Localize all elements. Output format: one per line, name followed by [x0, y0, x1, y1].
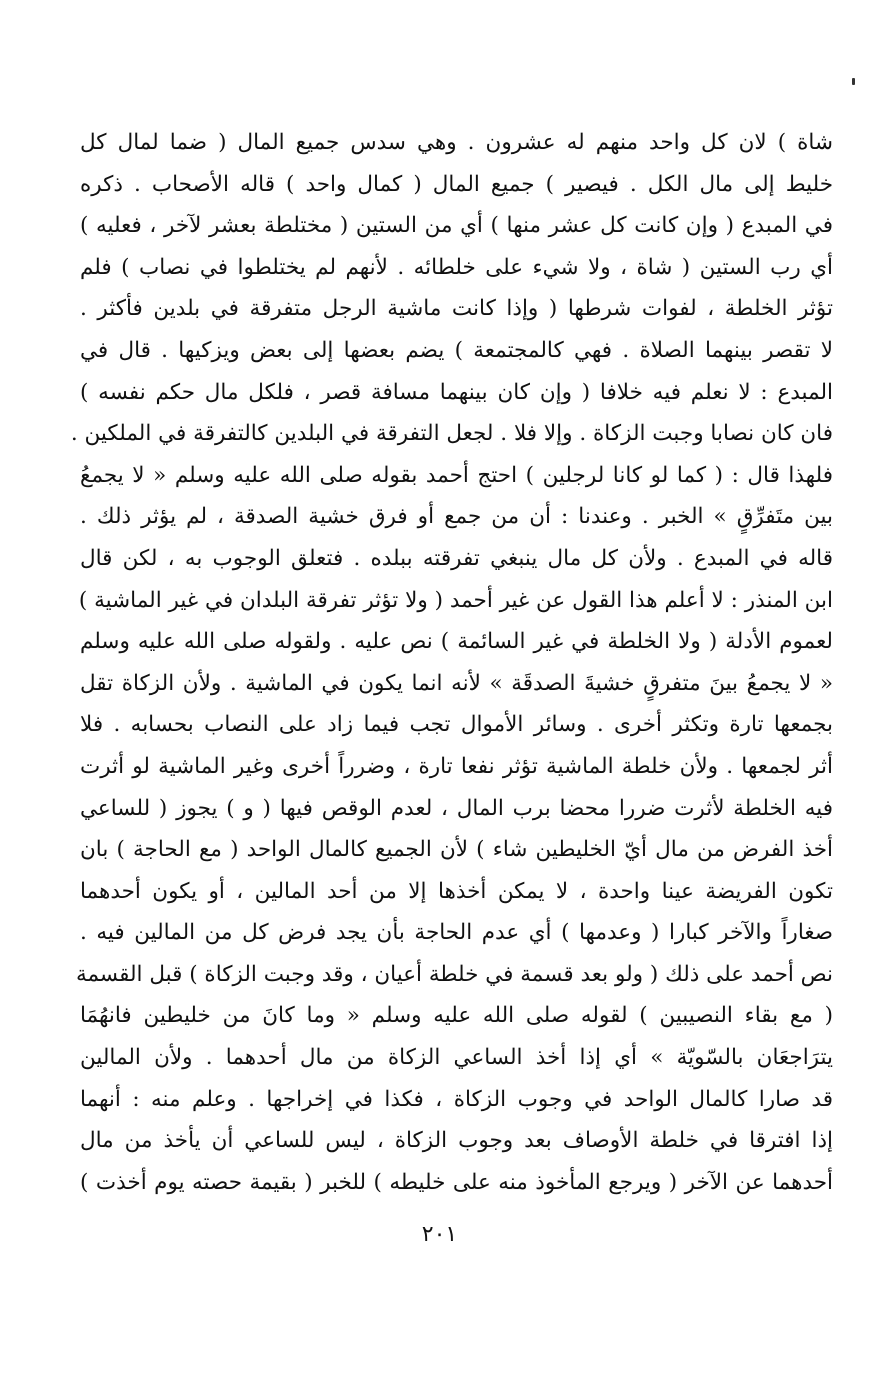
text-line: بين متَفرِّقٍ » الخبر . وعندنا : أن من جمع أو فرق خشية الصدقة ، لم يؤثر ذلك .: [80, 504, 833, 530]
text-line: ابن المنذر : لا أعلم هذا القول عن غير أحمد ( ولا تؤثر تفرقة البلدان في غير الماشية ): [78, 587, 833, 613]
text-line: ( مع بقاء النصيبين ) لقوله صلى الله عليه وسلم « وما كانَ من خليطين فانهُمَا: [80, 1003, 834, 1029]
text-line: فيه الخلطة لأثرت ضررا محضا برب المال ، لعدم الوقص فيها ( و ) يجوز ( للساعي: [80, 795, 833, 821]
text-line: « لا يجمعُ بينَ متفرقٍ خشيةَ الصدقَة » لأنه انما يكون في الماشية . ولأن الزكاة تقل: [80, 670, 833, 696]
text-line: قد صارا كالمال الواحد في وجوب الزكاة ، فكذا في إخراجها . وعلم منه : أنهما: [80, 1086, 833, 1112]
text-line: شاة ) لان كل واحد منهم له عشرون . وهي سدس جميع المال ( ضما لمال كل: [80, 130, 833, 155]
text-line: نص أحمد على ذلك ( ولو بعد قسمة في خلطة أعيان ، وقد وجبت الزكاة ) قبل القسمة: [75, 961, 833, 987]
text-line: أخذ الفرض من مال أيّ الخليطين شاء ) لأن الجميع كالمال الواحد ( مع الحاجة ) بان: [80, 837, 833, 863]
body-text: [70, 122, 834, 1203]
text-line: تؤثر الخلطة ، لفوات شرطها ( وإذا كانت ماشية الرجل متفرقة في بلدين فأكثر .: [80, 296, 833, 322]
margin-mark: [852, 78, 855, 85]
text-line: فلهذا قال : ( كما لو كانا لرجلين ) احتج أحمد بقوله صلى الله عليه وسلم « لا يجمعُ: [80, 462, 833, 488]
text-line: فان كان نصابا وجبت الزكاة . وإلا فلا . لجعل التفرقة في البلدين كالتفرقة في الملكين .: [70, 421, 833, 447]
text-line: أثر لجمعها . ولأن خلطة الماشية تؤثر نفعا تارة ، وضرراً أخرى وغير الماشية لو أثرت: [80, 753, 833, 779]
text-line: صغاراً والآخر كبارا ( وعدمها ) أي عدم الحاجة بأن يجد فرض كل من المالين فيه .: [80, 920, 833, 946]
text-line: خليط إلى مال الكل . فيصير ) جميع المال ( كمال واحد ) قاله الأصحاب . ذكره: [80, 171, 833, 197]
text-line: في المبدع ( وإن كانت كل عشر منها ) أي من الستين ( مختلطة بعشر لآخر ، فعليه ): [80, 213, 833, 239]
text-line: المبدع : لا نعلم فيه خلافا ( وإن كان بينهما مسافة قصر ، فلكل مال حكم نفسه ): [80, 379, 833, 405]
text-line: بجمعها تارة وتكثر أخرى . وسائر الأموال تجب فيما زاد على النصاب بحسابه . فلا: [80, 712, 833, 738]
text-line: لا تقصر بينهما الصلاة . فهي كالمجتمعة ) يضم بعضها إلى بعض ويزكيها . قال في: [80, 337, 833, 363]
text-line: تكون الفريضة عينا واحدة ، لا يمكن أخذها إلا من أحد المالين ، أو يكون أحدهما: [80, 878, 833, 904]
text-line: أحدهما عن الآخر ( ويرجع المأخوذ منه على خليطه ) للخبر ( بقيمة حصته يوم أخذت ): [80, 1169, 833, 1195]
text-line: قاله في المبدع . ولأن كل مال ينبغي تفرقته ببلده . فتعلق الوجوب به ، لكن قال: [80, 545, 833, 571]
text-line: لعموم الأدلة ( ولا الخلطة في غير السائمة ) نص عليه . ولقوله صلى الله عليه وسلم: [80, 629, 833, 655]
text-line: إذا افترقا في خلطة الأوصاف بعد وجوب الزكاة ، ليس للساعي أن يأخذ من مال: [80, 1128, 833, 1154]
page-number: ٢٠١: [421, 1222, 458, 1247]
text-line: يترَاجعَان بالسّويّة » أي إذا أخذ الساعي الزكاة من مال أحدهما . ولأن المالين: [80, 1045, 833, 1071]
text-line: أي رب الستين ( شاة ، ولا شيء على خلطائه . لأنهم لم يختلطوا في نصاب ) فلم: [80, 254, 833, 280]
